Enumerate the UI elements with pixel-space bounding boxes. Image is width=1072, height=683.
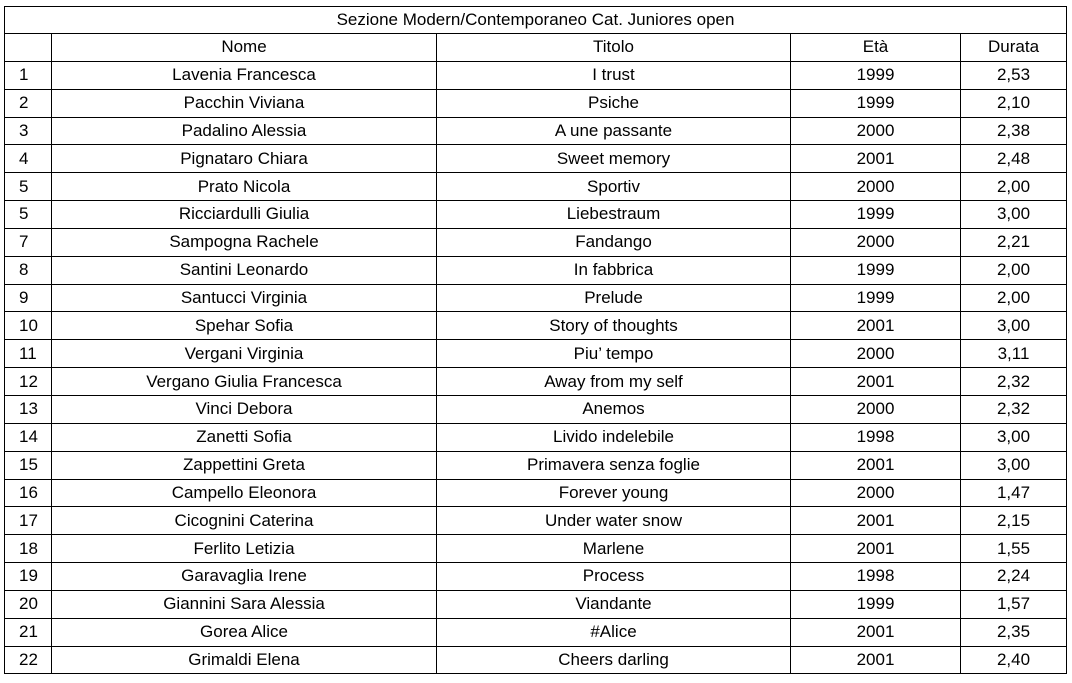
header-name: Nome <box>52 34 437 62</box>
table-title-row <box>5 7 1067 34</box>
cell-duration: 2,38 <box>961 117 1067 145</box>
cell-number: 2 <box>5 89 52 117</box>
cell-name: Zappettini Greta <box>52 451 437 479</box>
cell-name: Pacchin Viviana <box>52 89 437 117</box>
cell-number: 18 <box>5 535 52 563</box>
cell-year: 2001 <box>791 368 961 396</box>
cell-year: 1999 <box>791 201 961 229</box>
cell-name: Zanetti Sofia <box>52 423 437 451</box>
table-row <box>5 479 1067 507</box>
cell-number: 4 <box>5 145 52 173</box>
cell-title: #Alice <box>437 618 791 646</box>
cell-number: 10 <box>5 312 52 340</box>
cell-duration: 2,00 <box>961 284 1067 312</box>
cell-number: 3 <box>5 117 52 145</box>
cell-number: 7 <box>5 228 52 256</box>
table-body <box>5 61 1067 674</box>
cell-duration: 2,21 <box>961 228 1067 256</box>
cell-duration: 2,40 <box>961 646 1067 674</box>
cell-duration: 1,55 <box>961 535 1067 563</box>
table-row <box>5 618 1067 646</box>
cell-name: Grimaldi Elena <box>52 646 437 674</box>
table-row <box>5 535 1067 563</box>
cell-name: Lavenia Francesca <box>52 61 437 89</box>
cell-number: 20 <box>5 590 52 618</box>
cell-duration: 3,00 <box>961 201 1067 229</box>
cell-duration: 2,32 <box>961 395 1067 423</box>
cell-name: Prato Nicola <box>52 173 437 201</box>
cell-number: 21 <box>5 618 52 646</box>
cell-year: 1998 <box>791 563 961 591</box>
cell-name: Cicognini Caterina <box>52 507 437 535</box>
cell-number: 19 <box>5 563 52 591</box>
cell-name: Pignataro Chiara <box>52 145 437 173</box>
cell-duration: 1,57 <box>961 590 1067 618</box>
cell-year: 1998 <box>791 423 961 451</box>
cell-year: 2000 <box>791 228 961 256</box>
cell-title: Cheers darling <box>437 646 791 674</box>
cell-year: 2001 <box>791 618 961 646</box>
cell-title: Under water snow <box>437 507 791 535</box>
table-title: Sezione Modern/Contemporaneo Cat. Juniores open <box>5 7 1067 34</box>
cell-year: 1999 <box>791 89 961 117</box>
cell-year: 2000 <box>791 479 961 507</box>
cell-year: 2000 <box>791 395 961 423</box>
cell-duration: 3,00 <box>961 312 1067 340</box>
cell-year: 1999 <box>791 61 961 89</box>
cell-year: 2001 <box>791 646 961 674</box>
table-row <box>5 590 1067 618</box>
cell-name: Vergani Virginia <box>52 340 437 368</box>
cell-year: 2001 <box>791 451 961 479</box>
cell-duration: 2,48 <box>961 145 1067 173</box>
cell-name: Ferlito Letizia <box>52 535 437 563</box>
table-row <box>5 451 1067 479</box>
cell-duration: 2,24 <box>961 563 1067 591</box>
table-row <box>5 173 1067 201</box>
cell-title: In fabbrica <box>437 256 791 284</box>
cell-name: Sampogna Rachele <box>52 228 437 256</box>
header-duration: Durata <box>961 34 1067 62</box>
cell-year: 2000 <box>791 117 961 145</box>
table-row <box>5 507 1067 535</box>
cell-name: Gorea Alice <box>52 618 437 646</box>
cell-title: Sportiv <box>437 173 791 201</box>
cell-title: Prelude <box>437 284 791 312</box>
cell-title: Fandango <box>437 228 791 256</box>
cell-year: 2001 <box>791 507 961 535</box>
cell-year: 1999 <box>791 256 961 284</box>
table-row <box>5 284 1067 312</box>
table-row <box>5 423 1067 451</box>
table-row <box>5 340 1067 368</box>
table-row <box>5 201 1067 229</box>
cell-duration: 2,00 <box>961 173 1067 201</box>
header-number <box>5 34 52 62</box>
cell-duration: 3,00 <box>961 423 1067 451</box>
table-row <box>5 61 1067 89</box>
cell-title: A une passante <box>437 117 791 145</box>
cell-title: Story of thoughts <box>437 312 791 340</box>
cell-name: Giannini Sara Alessia <box>52 590 437 618</box>
results-sheet <box>4 6 1066 674</box>
cell-duration: 2,10 <box>961 89 1067 117</box>
cell-name: Garavaglia Irene <box>52 563 437 591</box>
cell-title: Anemos <box>437 395 791 423</box>
cell-duration: 2,15 <box>961 507 1067 535</box>
header-year: Età <box>791 34 961 62</box>
results-table <box>4 6 1067 674</box>
cell-number: 16 <box>5 479 52 507</box>
cell-number: 13 <box>5 395 52 423</box>
cell-title: I trust <box>437 61 791 89</box>
cell-title: Livido indelebile <box>437 423 791 451</box>
table-row <box>5 228 1067 256</box>
cell-number: 5 <box>5 201 52 229</box>
table-row <box>5 312 1067 340</box>
cell-year: 2001 <box>791 312 961 340</box>
cell-title: Psiche <box>437 89 791 117</box>
cell-number: 5 <box>5 173 52 201</box>
table-row <box>5 256 1067 284</box>
cell-number: 14 <box>5 423 52 451</box>
cell-number: 17 <box>5 507 52 535</box>
cell-name: Santucci Virginia <box>52 284 437 312</box>
table-row <box>5 646 1067 674</box>
cell-name: Vergano Giulia Francesca <box>52 368 437 396</box>
cell-number: 15 <box>5 451 52 479</box>
cell-year: 1999 <box>791 284 961 312</box>
table-header-row <box>5 34 1067 62</box>
cell-name: Santini Leonardo <box>52 256 437 284</box>
cell-number: 22 <box>5 646 52 674</box>
cell-duration: 2,32 <box>961 368 1067 396</box>
cell-duration: 2,53 <box>961 61 1067 89</box>
cell-title: Marlene <box>437 535 791 563</box>
table-row <box>5 395 1067 423</box>
header-title: Titolo <box>437 34 791 62</box>
cell-year: 2001 <box>791 535 961 563</box>
cell-number: 11 <box>5 340 52 368</box>
cell-number: 9 <box>5 284 52 312</box>
cell-duration: 2,35 <box>961 618 1067 646</box>
cell-title: Primavera senza foglie <box>437 451 791 479</box>
cell-name: Campello Eleonora <box>52 479 437 507</box>
cell-title: Sweet memory <box>437 145 791 173</box>
table-row <box>5 563 1067 591</box>
cell-name: Vinci Debora <box>52 395 437 423</box>
cell-name: Padalino Alessia <box>52 117 437 145</box>
cell-name: Ricciardulli Giulia <box>52 201 437 229</box>
cell-year: 1999 <box>791 590 961 618</box>
cell-duration: 3,11 <box>961 340 1067 368</box>
cell-number: 12 <box>5 368 52 396</box>
cell-number: 1 <box>5 61 52 89</box>
cell-title: Process <box>437 563 791 591</box>
cell-duration: 3,00 <box>961 451 1067 479</box>
cell-title: Away from my self <box>437 368 791 396</box>
cell-title: Liebestraum <box>437 201 791 229</box>
cell-year: 2001 <box>791 145 961 173</box>
table-row <box>5 368 1067 396</box>
cell-title: Forever young <box>437 479 791 507</box>
cell-duration: 2,00 <box>961 256 1067 284</box>
cell-year: 2000 <box>791 340 961 368</box>
cell-duration: 1,47 <box>961 479 1067 507</box>
cell-number: 8 <box>5 256 52 284</box>
cell-name: Spehar Sofia <box>52 312 437 340</box>
cell-title: Piu’ tempo <box>437 340 791 368</box>
table-row <box>5 89 1067 117</box>
cell-year: 2000 <box>791 173 961 201</box>
cell-title: Viandante <box>437 590 791 618</box>
table-row <box>5 117 1067 145</box>
table-row <box>5 145 1067 173</box>
